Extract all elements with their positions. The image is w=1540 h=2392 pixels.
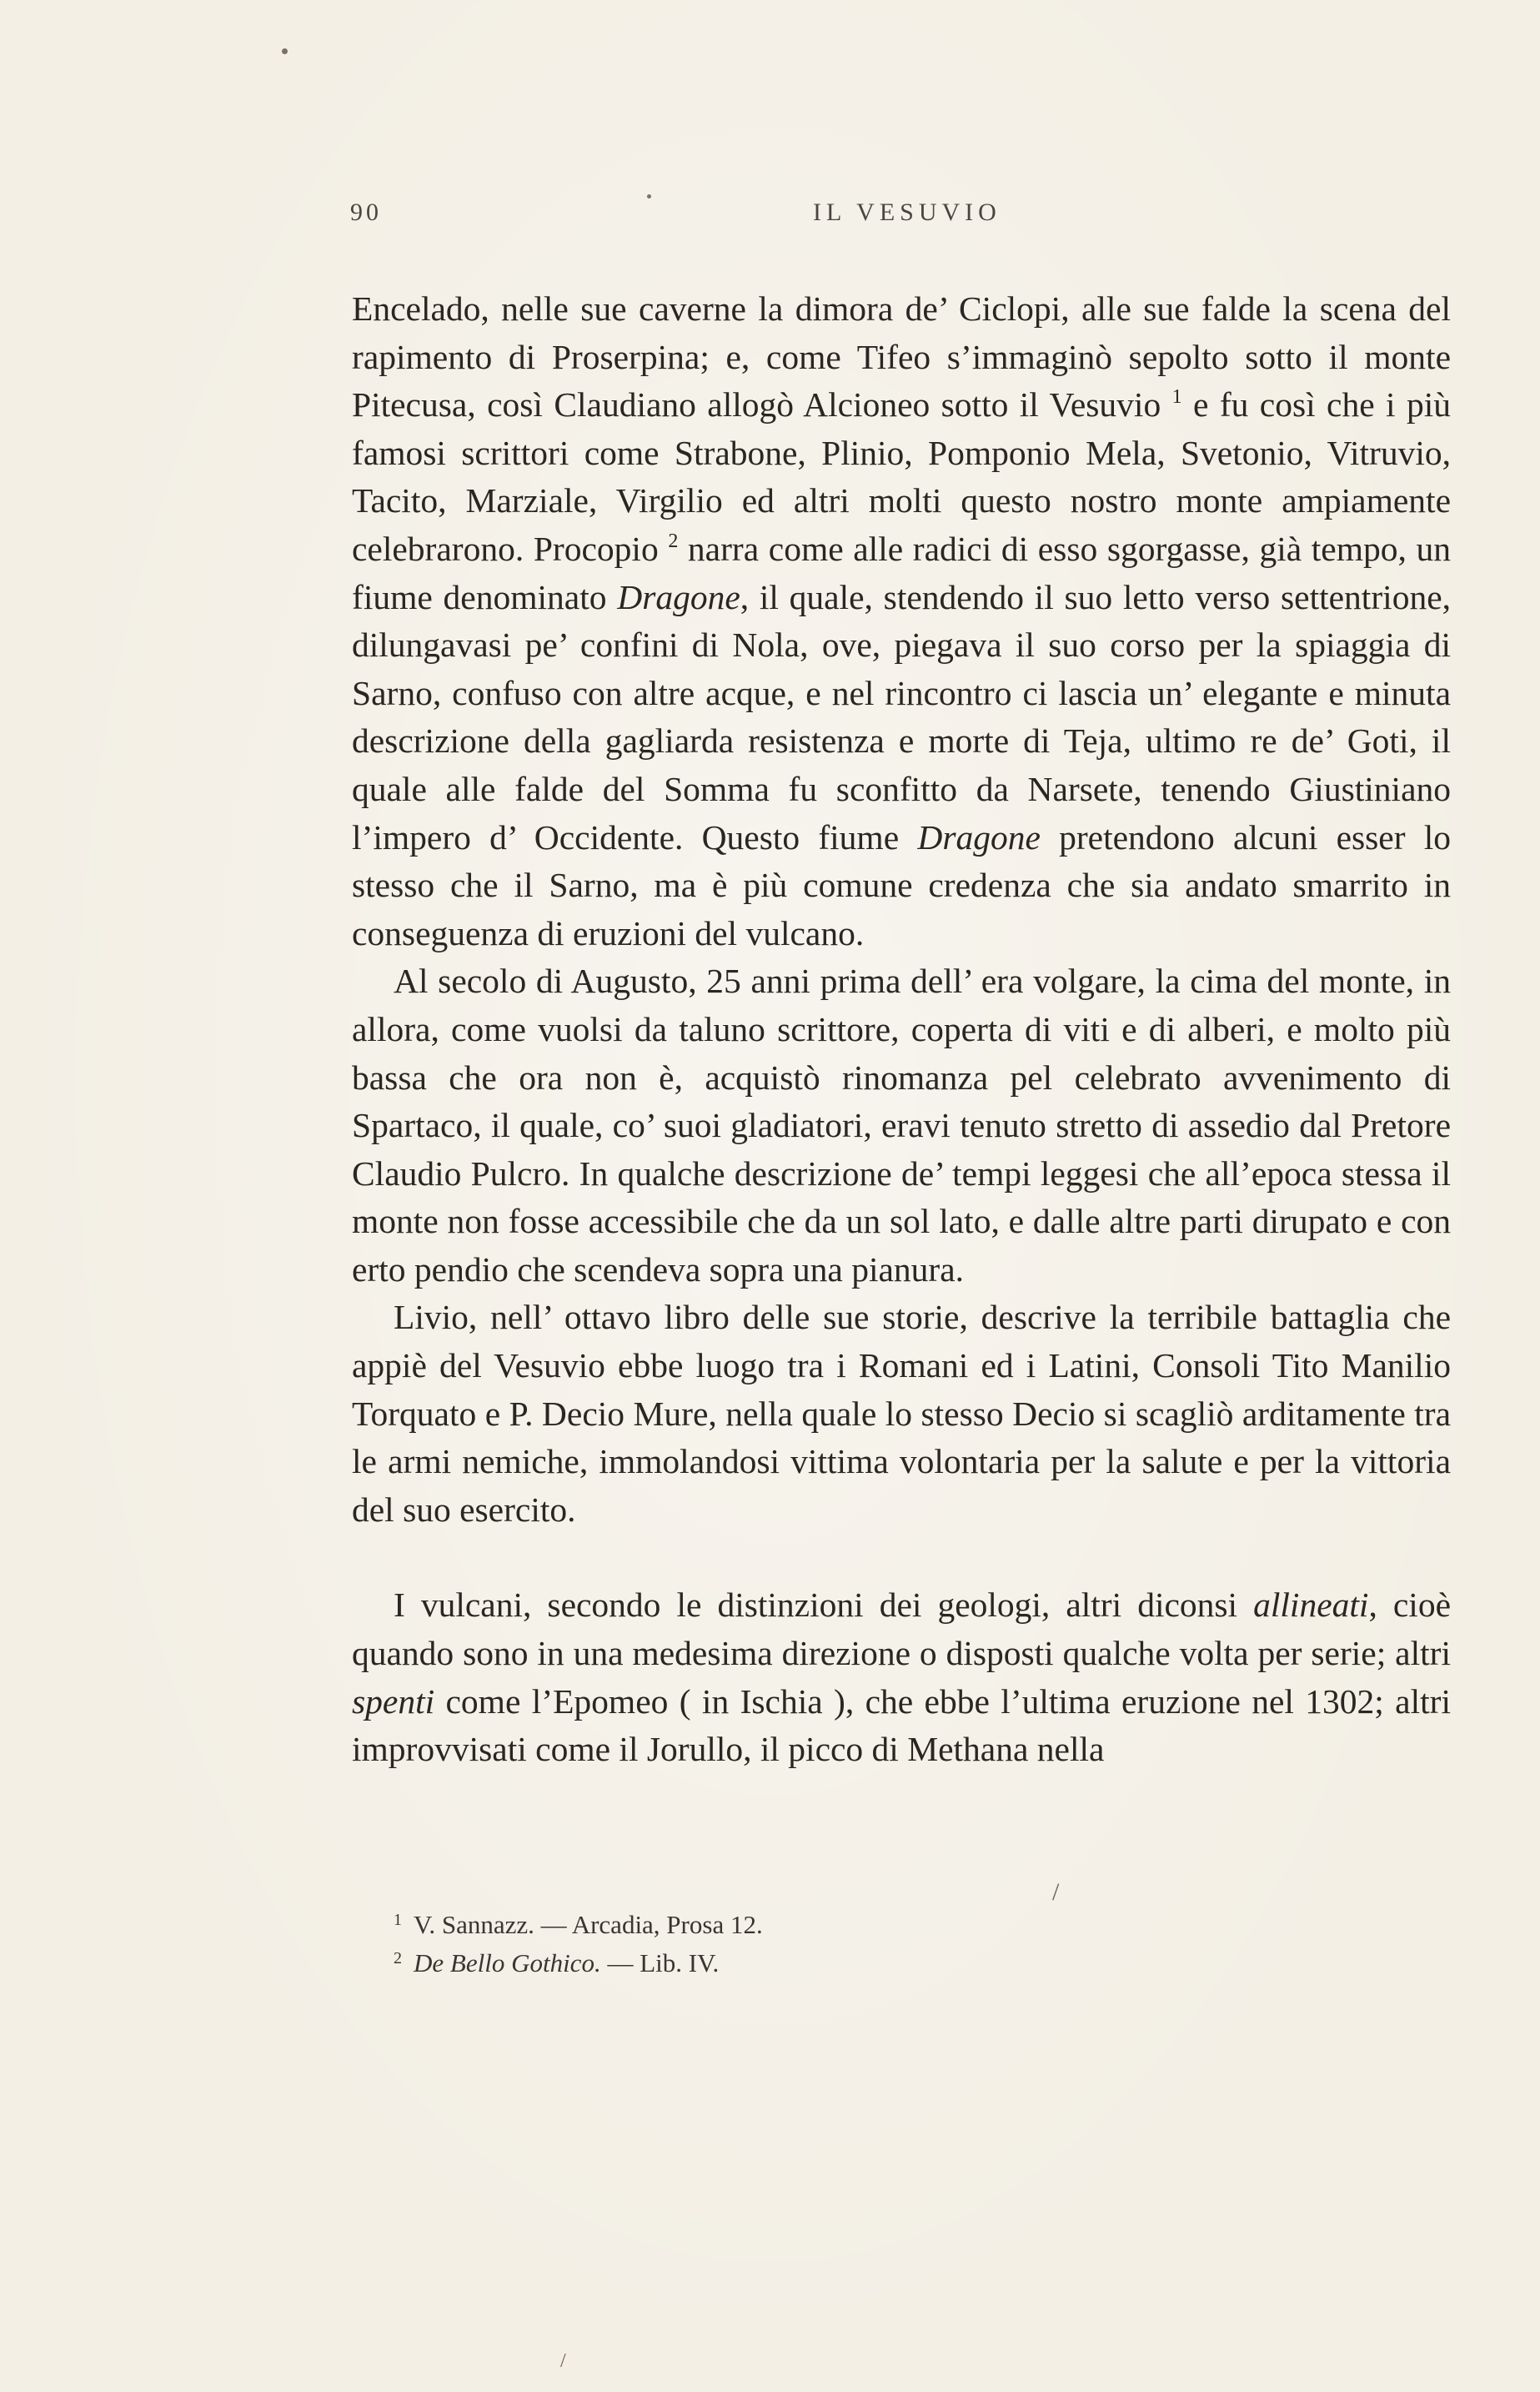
footnote-mark: 2 bbox=[394, 1949, 402, 1967]
stray-bottom-mark: / bbox=[560, 2350, 566, 2372]
paragraph bbox=[352, 285, 1451, 957]
page-header bbox=[350, 198, 1451, 240]
stray-pencil-mark: / bbox=[1052, 1878, 1060, 1906]
page-number: 90 bbox=[350, 198, 382, 226]
text-run: pretendono alcuni esser lo stesso che il Sarno, ma è più comune credenza che sia andato smarrito in conseguenza di eruzioni del vulcano. bbox=[352, 817, 1452, 952]
footnotes bbox=[394, 1903, 1227, 1980]
italic-text: De Bello Gothico. bbox=[414, 1948, 601, 1977]
paragraph bbox=[352, 1294, 1451, 1534]
text-run: V. Sannazz. — Arcadia, Prosa 12. bbox=[414, 1910, 763, 1939]
paragraph bbox=[352, 957, 1451, 1294]
footnote-reference: 1 bbox=[1171, 386, 1182, 409]
footnote-mark: 1 bbox=[394, 1911, 402, 1929]
text-run: Al secolo di Augusto, 25 anni prima dell’ era volgare, la cima del monte, in allora, come vuolsi da taluno scrittore, coperta di viti e di alberi, e molto più bassa che ora non è, acquistò rinomanza pel celebrato avvenimento di Spartaco, il quale, co’ suoi gladiatori, eravi tenuto stretto di assedio dal Pretore Claudio Pulcro. In qualche descrizione de’ tempi leggesi che all’epoca stessa il monte non fosse accessibile che da un sol lato, e dalle altre parti dirupato e con erto pendio che scendeva sopra una pianura. bbox=[352, 962, 1451, 1289]
text-run: , il quale, stendendo il suo letto verso settentrione, dilungavasi pe’ confini di Nola, ove, piegava il suo corso per la spiaggia di Sarno, confuso con altre acque, e nel rincontro ci lascia un’ elegante e minuta descrizione della gagliarda resistenza e morte di Teja, ultimo re de’ Goti, il quale alle falde del Somma fu sconfitto da Narsete, tenendo Giustiniano l’impero d’ Occidente. Questo fiume bbox=[352, 577, 1451, 857]
running-title: IL VESUVIO bbox=[813, 198, 1001, 226]
text-run: e fu così che i più famosi scrittori come Strabone, Plinio, Pomponio Mela, Svetonio, Vitruvio, Tacito, Marziale, Virgilio ed altri molti questo nostro monte ampiamente celebrarono. Procopio bbox=[352, 385, 1451, 568]
text-run: Encelado, nelle sue caverne la dimora de’ Ciclopi, alle sue falde la scena del rapimento di Proserpina; e, come Tifeo s’immaginò sepolto sotto il monte Pitecusa, così Claudiano allogò Alcioneo sotto il Vesuvio bbox=[352, 289, 1451, 425]
text-run: Livio, nell’ ottavo libro delle sue storie, descrive la terribile battaglia che appiè del Vesuvio ebbe luogo tra i Romani ed i Latini, Consoli Tito Manilio Torquato e P. Decio Mure, nella quale lo stesso Decio si scagliò arditamente tra le armi nemiche, immolandosi vittima volontaria per la salute e per la vittoria del suo esercito. bbox=[352, 1298, 1451, 1529]
italic-text: allineati bbox=[1253, 1585, 1369, 1625]
ink-speck bbox=[282, 48, 288, 54]
main-text bbox=[352, 285, 1451, 1774]
text-run: narra come alle radici di esso sgorgasse, già tempo, un fiume denominato bbox=[352, 529, 1451, 616]
text-run: I vulcani, secondo le distinzioni dei geologi, altri diconsi bbox=[394, 1585, 1254, 1625]
footnote bbox=[394, 1903, 1227, 1942]
text-run: , cioè quando sono in una medesima direzione o disposti qualche volta per serie; altri bbox=[352, 1585, 1451, 1673]
italic-text: Dragone bbox=[617, 577, 740, 616]
footnote bbox=[394, 1942, 1227, 1980]
text-run: come l’Epomeo ( in Ischia ), che ebbe l’ultima eruzione nel 1302; altri improvvisati come il Jorullo, il picco di Methana nella bbox=[352, 1681, 1451, 1769]
italic-text: spenti bbox=[352, 1681, 435, 1721]
italic-text: Dragone bbox=[917, 817, 1041, 857]
paragraph bbox=[352, 1581, 1451, 1773]
footnote-reference: 2 bbox=[668, 530, 679, 552]
text-run: — Lib. IV. bbox=[600, 1948, 720, 1977]
